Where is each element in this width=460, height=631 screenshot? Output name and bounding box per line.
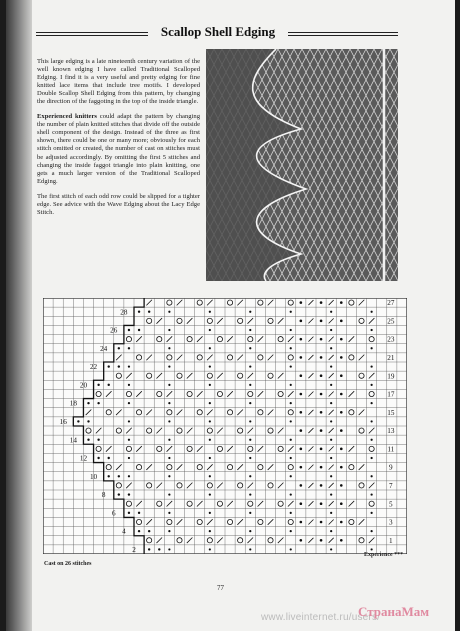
chart-purl-dot [290,548,292,550]
chart-row-number-23: 23 [387,335,395,344]
chart-purl-dot [128,402,130,404]
chart-purl-dot [290,347,292,349]
intro-text [37,58,200,224]
chart-purl-dot [340,320,343,323]
chart-stitch-count-4: 4 [122,527,126,536]
chart-purl-dot [290,439,292,441]
chart-purl-dot [128,384,130,386]
chart-purl-dot [77,420,79,422]
chart-purl-dot [320,466,323,469]
paragraph-2-body: could adapt the pattern by changing the number of plain knitted stitches that divide off the outside shell component of the design. Instead of the three as first shown, there could be one or many more; obviously for each stitch omitted or created, the number of cast on stitches must be adjusted accordingly. By omitting the first 5 stitches and changing the inside faggot triangle into plain knitting, one gets a much larger version of the Traditional Scalloped Edging. [37,113,200,185]
chart-purl-dot [87,420,89,422]
chart-purl-dot [340,448,343,451]
chart-stitch-count-16: 16 [59,418,67,426]
chart-purl-dot [138,530,140,532]
chart-row-number-27: 27 [387,299,395,308]
chart-stitch-count-18: 18 [69,399,77,408]
chart-purl-dot [168,512,170,514]
chart-purl-dot [371,402,373,404]
intro-paragraph-3: The first stitch of each odd row could be slipped for a tighter edge. See advice with the Wave Edging about the Lacy Edge Stitch. [37,192,200,216]
chart-stitch-count-22: 22 [89,363,98,372]
chart-purl-dot [108,475,110,477]
chart-purl-dot [209,365,211,367]
chart-row-number-7: 7 [389,482,393,490]
chart-purl-dot [330,457,332,459]
experienced-knitters-label: Experienced knitters [37,113,97,121]
chart-purl-dot [371,365,373,367]
chart-purl-dot [249,329,251,331]
chart-stitch-count-24: 24 [100,344,108,353]
chart-purl-dot [168,475,170,477]
chart-purl-dot [158,548,160,550]
chart-purl-dot [128,475,130,477]
chart-purl-dot [371,347,373,349]
chart-purl-dot [290,402,292,404]
chart-purl-dot [168,402,170,404]
chart-row-number-21: 21 [387,354,395,362]
chart-purl-dot [371,457,373,459]
chart-stitch-count-28: 28 [120,308,128,317]
chart-purl-dot [209,475,211,477]
chart-purl-dot [108,384,110,386]
chart-purl-dot [168,311,170,313]
chart-purl-dot [320,338,323,341]
chart-purl-dot [330,420,332,422]
chart-purl-dot [249,384,251,386]
chart-purl-dot [249,439,251,441]
page-title: Scallop Shell Edging [160,24,276,39]
chart-purl-dot [128,512,130,514]
lace-edging-photo [206,49,398,281]
chart-purl-dot [209,530,211,532]
chart-stitch-count-8: 8 [101,491,106,500]
chart-purl-dot [300,411,303,414]
chart-purl-dot [209,329,211,331]
chart-purl-dot [209,402,211,404]
chart-purl-dot [340,539,343,542]
chart-purl-dot [320,502,323,505]
chart-purl-dot [290,384,292,386]
chart-purl-dot [128,439,130,441]
chart-purl-dot [340,393,343,396]
chart-row-number-13: 13 [387,427,395,436]
chart-purl-dot [168,493,170,495]
chart-purl-dot [249,311,251,313]
chart-purl-dot [290,365,292,367]
chart-purl-dot [290,311,292,313]
chart-purl-dot [97,457,99,459]
chart-stitch-count-6: 6 [111,509,116,518]
chart-purl-dot [168,420,170,422]
chart-purl-dot [300,356,303,359]
chart-purl-dot [340,521,343,524]
chart-purl-dot [209,548,211,550]
chart-purl-dot [330,347,332,349]
chart-purl-dot [300,484,303,487]
chart-purl-dot [168,365,170,367]
chart-purl-dot [97,402,99,404]
chart-purl-dot [128,457,130,459]
chart-purl-dot [340,374,343,377]
cast-on-note: Cast on 26 stitches [44,561,92,567]
watermark-url: www.liveinternet.ru/users/ [261,612,381,623]
chart-purl-dot [300,393,303,396]
chart-purl-dot [330,548,332,550]
chart-purl-dot [97,384,99,386]
chart-purl-dot [249,402,251,404]
chart-purl-dot [168,384,170,386]
chart-purl-dot [300,521,303,524]
chart-purl-dot [300,448,303,451]
chart-purl-dot [128,420,130,422]
chart-purl-dot [300,429,303,432]
title-rule-right [288,32,398,36]
intro-paragraph-2 [37,113,200,185]
chart-purl-dot [128,347,130,349]
chart-purl-dot [138,329,140,331]
chart-purl-dot [330,439,332,441]
chart-row-number-1: 1 [389,536,393,545]
chart-purl-dot [209,384,211,386]
chart-purl-dot [87,439,89,441]
chart-row-number-11: 11 [387,445,395,454]
chart-purl-dot [209,347,211,349]
chart-purl-dot [97,439,99,441]
chart-purl-dot [118,365,120,367]
chart-row-number-3: 3 [389,518,393,527]
chart-purl-dot [340,429,343,432]
chart-purl-dot [371,329,373,331]
chart-purl-dot [209,512,211,514]
chart-purl-dot [340,356,343,359]
chart-purl-dot [300,374,303,377]
chart-purl-dot [330,493,332,495]
chart-purl-dot [371,311,373,313]
chart-purl-dot [320,539,323,542]
chart-purl-dot [168,439,170,441]
chart-purl-dot [320,521,323,524]
chart-purl-dot [249,347,251,349]
chart-purl-dot [118,347,120,349]
chart-purl-dot [290,475,292,477]
chart-purl-dot [340,466,343,469]
chart-purl-dot [300,338,303,341]
chart-purl-dot [340,338,343,341]
chart-purl-dot [249,548,251,550]
chart-purl-dot [330,512,332,514]
chart-purl-dot [330,402,332,404]
chart-purl-dot [290,493,292,495]
chart-stitch-count-10: 10 [89,472,98,481]
chart-purl-dot [118,493,120,495]
chart-stitch-count-26: 26 [110,326,118,335]
chart-purl-dot [300,301,303,304]
chart-row-number-15: 15 [387,408,395,417]
chart-purl-dot [87,402,89,404]
lace-photo-illustration [206,49,398,281]
chart-purl-dot [209,457,211,459]
chart-purl-dot [320,320,323,323]
chart-purl-dot [340,502,343,505]
chart-purl-dot [320,429,323,432]
chart-purl-dot [209,493,211,495]
chart-purl-dot [128,329,130,331]
chart-row-number-9: 9 [389,463,393,472]
chart-purl-dot [340,411,343,414]
chart-row-number-25: 25 [387,317,395,326]
chart-purl-dot [371,512,373,514]
chart-purl-dot [249,457,251,459]
chart-purl-dot [168,457,170,459]
chart-purl-dot [340,484,343,487]
chart-purl-dot [249,475,251,477]
chart-purl-dot [249,512,251,514]
chart-purl-dot [371,439,373,441]
chart-purl-dot [209,311,211,313]
chart-purl-dot [249,365,251,367]
chart-purl-dot [330,530,332,532]
intro-paragraph-1: This large edging is a late nineteenth century variation of the well known edging I have called Traditional Scalloped Edging. I find it is a very useful and pretty edging for fine knitted lace items that include tree motifs. I developed Double Scallop Shell Edging from this pattern, by changing the direction of the faggoting in the top of the inside triangle. [37,58,200,106]
chart-purl-dot [108,457,110,459]
chart-stitch-count-20: 20 [79,381,88,390]
chart-purl-dot [340,301,343,304]
chart-purl-dot [128,365,130,367]
chart-purl-dot [371,548,373,550]
chart-purl-dot [168,548,170,550]
chart-purl-dot [300,320,303,323]
chart-stitch-count-12: 12 [79,454,88,463]
chart-purl-dot [371,475,373,477]
chart-stitch-count-14: 14 [69,436,77,445]
chart-purl-dot [300,539,303,542]
chart-purl-dot [330,475,332,477]
book-spine-shadow [6,0,32,631]
chart-purl-dot [320,411,323,414]
chart-purl-dot [290,512,292,514]
chart-purl-dot [330,365,332,367]
chart-purl-dot [320,356,323,359]
chart-purl-dot [320,484,323,487]
chart-purl-dot [320,301,323,304]
chart-row-number-5: 5 [389,500,393,509]
chart-purl-dot [320,393,323,396]
chart-purl-dot [330,311,332,313]
chart-purl-dot [138,311,140,313]
chart-purl-dot [138,512,140,514]
experience-rating: Experience *** [364,552,404,558]
chart-purl-dot [209,420,211,422]
chart-purl-dot [290,457,292,459]
knitting-chart-grid [43,298,407,554]
chart-purl-dot [371,530,373,532]
chart-purl-dot [249,420,251,422]
chart-row-number-17: 17 [387,390,395,399]
title-rule-left [36,32,148,36]
chart-purl-dot [148,311,150,313]
chart-purl-dot [108,365,110,367]
chart-purl-dot [168,347,170,349]
chart-purl-dot [148,530,150,532]
chart-purl-dot [300,502,303,505]
chart-purl-dot [209,439,211,441]
book-page [6,0,455,631]
chart-purl-dot [330,329,332,331]
chart-purl-dot [290,420,292,422]
chart-purl-dot [320,374,323,377]
chart-purl-dot [290,530,292,532]
chart-row-number-19: 19 [387,372,395,381]
chart-purl-dot [320,448,323,451]
chart-purl-dot [290,329,292,331]
chart-purl-dot [371,384,373,386]
chart-purl-dot [371,493,373,495]
chart-purl-dot [168,329,170,331]
watermark-logo: СтранаМам [358,604,430,619]
knitting-chart [43,298,407,559]
chart-purl-dot [168,530,170,532]
title-bar [36,22,398,44]
chart-purl-dot [128,493,130,495]
page-number: 77 [217,584,224,592]
chart-purl-dot [118,475,120,477]
chart-purl-dot [371,420,373,422]
chart-purl-dot [148,548,150,550]
chart-stitch-count-2: 2 [132,546,136,554]
chart-purl-dot [249,530,251,532]
chart-purl-dot [249,493,251,495]
chart-purl-dot [330,384,332,386]
chart-purl-dot [300,466,303,469]
